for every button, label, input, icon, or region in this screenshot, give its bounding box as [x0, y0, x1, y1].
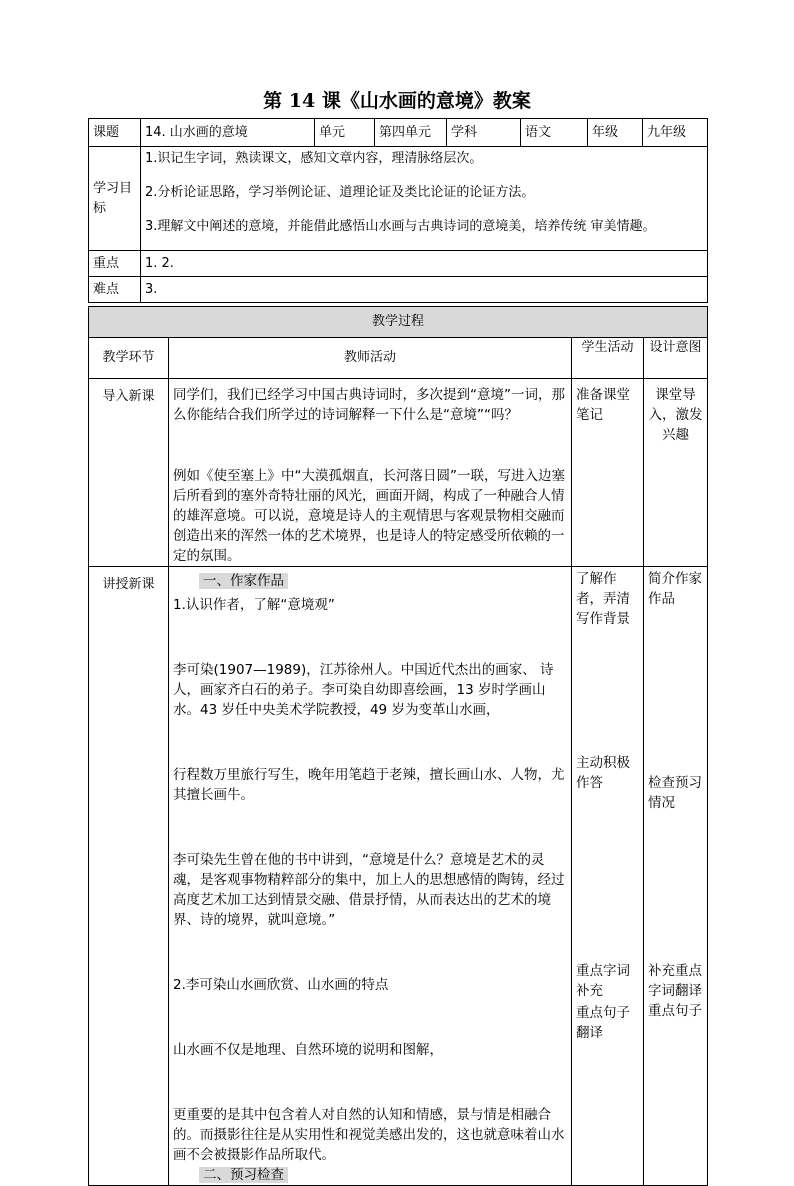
lecture-p2: 李可染(1907—1989)，江苏徐州人。中国近代杰出的画家、 诗人，画家齐白石的弟子。李可染自幼即喜绘画，13 岁时学画山水。43 岁任中央美术学院教授，49 岁为变革山水画，: [173, 662, 554, 718]
lecture-p5: 2.李可染山水画欣赏、山水画的特点: [173, 977, 389, 993]
intro-p2: 例如《使至塞上》中“大漠孤烟直，长河落日圆”一联，写进入边塞后所看到的塞外奇特壮丽的风光，画面开阔，构成了一种融合人情的雄浑意境。可以说，意境是诗人的主观情思与客观景物相交融而创造出来的浑然一体的艺术境界，也是诗人的特定感受所依赖的一定的氛围。: [173, 468, 565, 564]
goal-2: 2.分析论证思路，学习举例论证、道理论证及类比论证的论证方法。: [145, 185, 535, 200]
info-table: [88, 118, 708, 303]
goals-label: 学习目标: [89, 147, 141, 251]
topic-value: 14. 山水画的意境: [141, 119, 315, 147]
lecture-p6: 山水画不仅是地理、自然环境的说明和图解，: [173, 1042, 443, 1058]
lecture-p4: 李可染先生曾在他的书中讲到，“意境是什么？意境是艺术的灵魂，是客观事物精粹部分的集中，加上人的思想感情的陶铸，经过高度艺术加工达到情景交融、借景抒情，从而表达出的艺术的境界、诗的境界，就叫意境。”: [173, 852, 565, 928]
student-3a: 重点字词补充: [576, 963, 630, 999]
unit-value: 第四单元: [375, 119, 447, 147]
key-label: 重点: [89, 251, 141, 277]
unit-label: 单元: [315, 119, 375, 147]
lecture-p7: 更重要的是其中包含着人对自然的认知和情感，景与情是相融合的。而摄影往往是从实用性和视觉美感出发的，这也就意味着山水画不会被摄影作品所取代。: [173, 1107, 565, 1163]
subject-label: 学科: [447, 119, 521, 147]
lecture-student: [572, 567, 644, 1186]
student-3b: 重点句子翻译: [576, 1005, 630, 1041]
goal-3: 3.理解文中阐述的意境，并能借此感悟山水画与古典诗词的意境美，培养传统 审美情趣。: [145, 219, 656, 234]
intro-design: 课堂导入，激发兴趣: [644, 379, 708, 567]
col-teacher: 教师活动: [169, 338, 572, 379]
subject-value: 语文: [521, 119, 588, 147]
lecture-stage: 讲授新课: [89, 567, 169, 1186]
intro-student: 准备课堂笔记: [572, 379, 644, 567]
intro-stage: 导入新课: [89, 379, 169, 567]
col-student: 学生活动: [572, 338, 644, 379]
goal-1: 1.识记生字词，熟读课文，感知文章内容，理清脉络层次。: [145, 151, 483, 166]
design-2: 检查预习情况: [648, 775, 702, 811]
col-design: 设计意图: [644, 338, 708, 379]
student-1: 了解作者，弄清写作背景: [576, 571, 630, 627]
difficult-value: 3.: [141, 277, 708, 303]
intro-p1: 同学们，我们已经学习中国古典诗词时，多次提到“意境”一词，那么你能结合我们所学过的诗词解释一下什么是“意境”“吗？: [173, 387, 565, 423]
lecture-p1: 1.认识作者，了解“意境观”: [173, 597, 335, 613]
goals-cell: [141, 147, 708, 251]
student-2: 主动积极作答: [576, 755, 630, 791]
col-stage: 教学环节: [89, 338, 169, 379]
grade-label: 年级: [588, 119, 643, 147]
design-1: 简介作家作品: [648, 571, 702, 607]
section-heading-2: 二、预习检查: [199, 1167, 288, 1183]
key-value: 1. 2.: [141, 251, 708, 277]
page-title: 第 14 课《山水画的意境》教案: [263, 90, 531, 112]
section-heading-1: 一、作家作品: [199, 573, 288, 589]
design-3: 补充重点字词翻译重点句子: [648, 963, 702, 1019]
lecture-teacher: [169, 567, 572, 1186]
lecture-design: [644, 567, 708, 1186]
difficult-label: 难点: [89, 277, 141, 303]
process-header: 教学过程: [89, 307, 708, 338]
process-table: [88, 306, 708, 1186]
intro-teacher: [169, 379, 572, 567]
lecture-p3: 行程数万里旅行写生，晚年用笔趋于老辣，擅长画山水、人物，尤其擅长画牛。: [173, 767, 565, 803]
grade-value: 九年级: [643, 119, 708, 147]
topic-label: 课题: [89, 119, 141, 147]
